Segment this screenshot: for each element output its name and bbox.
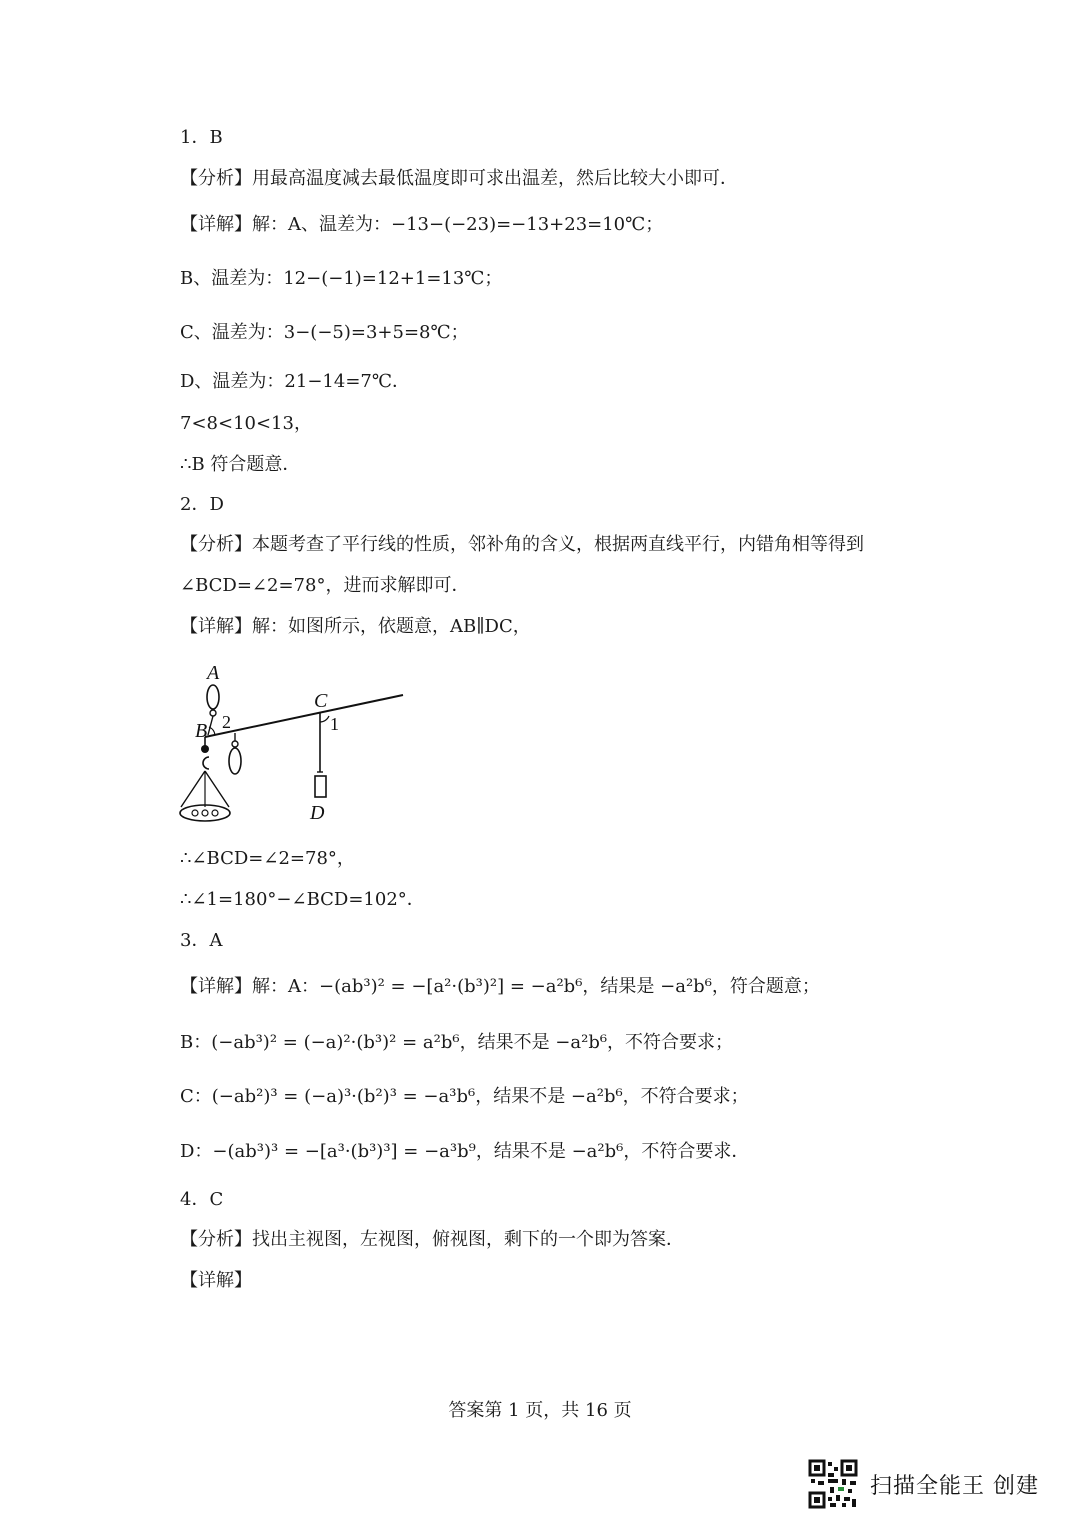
hook-a — [207, 685, 219, 709]
q1-option-d: D、温差为：21−14=7℃． — [180, 371, 410, 392]
q4-detail: 【详解】 — [180, 1270, 252, 1291]
q3-option-b: B：(−ab³)² = (−a)²·(b³)² = a²b⁶，结果不是 −a²b⁶，不符合要求； — [180, 1032, 734, 1053]
label-a: A — [207, 662, 220, 684]
q1-header: 1．B — [180, 127, 223, 148]
q1-option-c: C、温差为：3−(−5)=3+5=8℃； — [180, 322, 469, 343]
page-footer: 答案第 1 页，共 16 页 — [448, 1400, 632, 1421]
label-angle-2: 2 — [222, 712, 231, 732]
point-b-dot — [201, 745, 209, 753]
q4-header: 4．C — [180, 1189, 224, 1210]
q3-header: 3．A — [180, 930, 223, 951]
q1-compare: 7<8<10<13， — [180, 413, 312, 434]
q2-step2: ∴∠1=180°−∠BCD=102°． — [180, 889, 425, 910]
q1-analysis: 【分析】用最高温度减去最低温度即可求出温差，然后比较大小即可． — [180, 168, 738, 189]
q3-detail: 【详解】解：A：−(ab³)² = −[a²·(b³)²] = −a²b⁶，结果是 −a²b⁶，符合题意； — [180, 976, 820, 997]
q1-option-b: B、温差为：12−(−1)=12+1=13℃； — [180, 268, 503, 289]
q2-analysis-cont: ∠BCD=∠2=78°，进而求解即可． — [180, 575, 470, 596]
q2-header: 2．D — [180, 494, 224, 515]
label-d: D — [310, 802, 325, 824]
qr-code-icon — [808, 1459, 858, 1509]
q1-conclusion: ∴B 符合题意． — [180, 454, 301, 475]
label-c: C — [314, 690, 328, 712]
q3-option-c: C：(−ab²)³ = (−a)³·(b²)³ = −a³b⁶，结果不是 −a²b⁶，不符合要求； — [180, 1086, 749, 1107]
balance-figure — [175, 655, 410, 830]
label-b: B — [195, 720, 208, 742]
scanner-watermark — [808, 1458, 1039, 1510]
basket — [180, 805, 230, 821]
q4-analysis: 【分析】找出主视图，左视图，俯视图，剩下的一个即为答案． — [180, 1229, 684, 1250]
weight-d — [315, 776, 326, 797]
q2-step1: ∴∠BCD=∠2=78°， — [180, 848, 355, 869]
lever-line — [205, 695, 403, 737]
q2-analysis: 【分析】本题考查了平行线的性质，邻补角的含义，根据两直线平行，内错角相等得到 — [180, 534, 864, 555]
q3-option-d: D：−(ab³)³ = −[a³·(b³)³] = −a³b⁹，结果不是 −a²b⁶，不符合要求． — [180, 1141, 750, 1162]
label-angle-1: 1 — [330, 714, 339, 734]
watermark-text: 扫描全能王 创建 — [870, 1473, 1039, 1499]
q2-detail: 【详解】解：如图所示，依题意，AB∥DC， — [180, 616, 531, 637]
q1-detail: 【详解】解：A、温差为：−13−(−23)=−13+23=10℃； — [180, 214, 664, 235]
